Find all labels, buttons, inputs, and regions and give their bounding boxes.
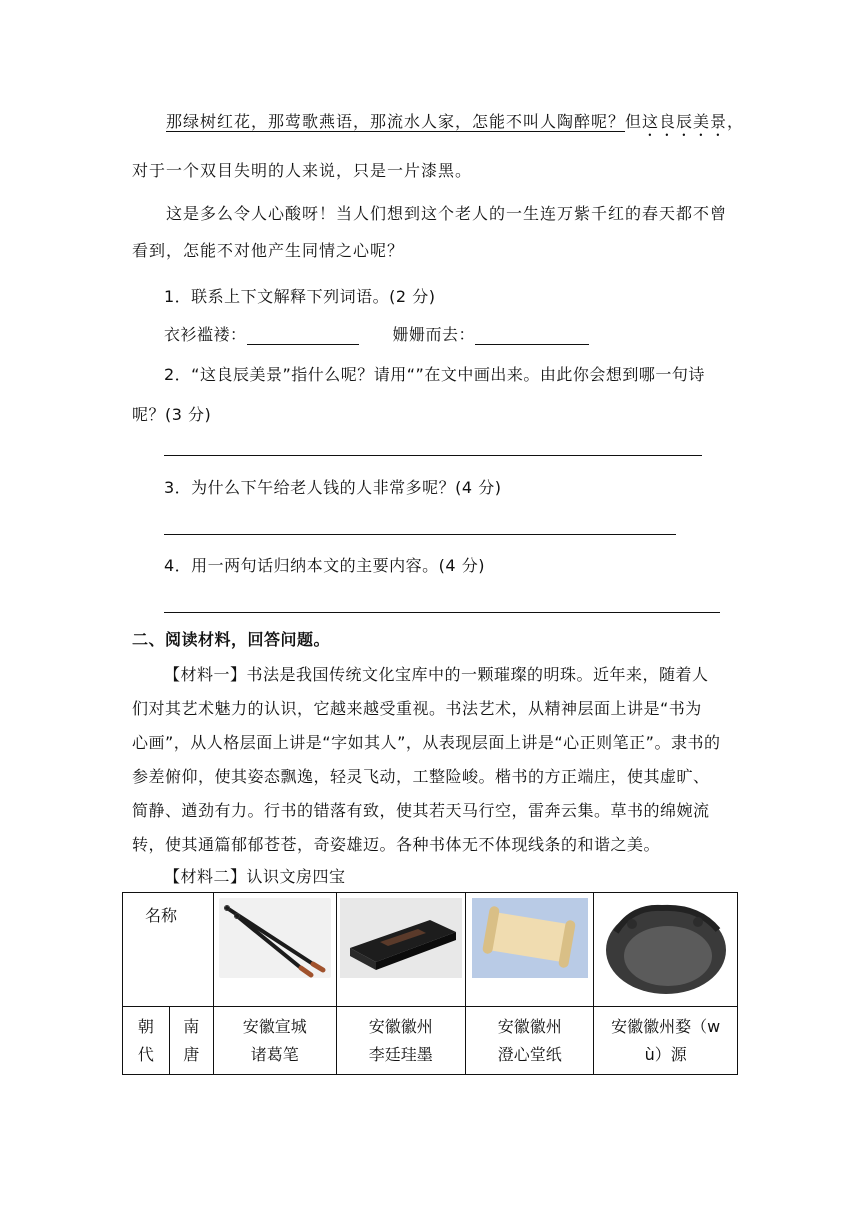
- text: ，: [727, 112, 745, 131]
- paper-scroll-icon: [472, 898, 588, 978]
- brush-icon: [219, 898, 331, 978]
- material-1-line-5: 简静、遒劲有力。行书的错落有致，使其若天马行空，雷奔云集。草书的绵婉流: [132, 801, 710, 820]
- paper-origin-cell: [466, 1007, 594, 1075]
- answer-line-4[interactable]: [164, 612, 720, 613]
- text: 但: [625, 112, 643, 131]
- header-label-cell: [123, 893, 214, 1007]
- row-label-b-1: 南: [183, 1017, 200, 1036]
- row-label-b-cell: [169, 1007, 213, 1075]
- answer-line-2[interactable]: [164, 455, 702, 456]
- question-1: 1．联系上下文解释下列词语。(2 分): [164, 287, 436, 306]
- passage-line-3: 这是多么令人心酸呀！当人们想到这个老人的一生连万紫千红的春天都不曾: [166, 204, 728, 223]
- material-1-line-4: 参差俯仰，使其姿态飘逸，轻灵飞动，工整险峻。楷书的方正端庄，使其虚旷、: [132, 767, 710, 786]
- answer-line-3[interactable]: [164, 534, 676, 535]
- row-label-a-cell: [123, 1007, 170, 1075]
- question-3: 3．为什么下午给老人钱的人非常多呢？(4 分): [164, 478, 502, 497]
- four-treasures-table: [122, 892, 738, 1075]
- brush-origin: 安徽宣城: [242, 1017, 307, 1036]
- passage-line-2: 对于一个双目失明的人来说，只是一片漆黑。: [132, 161, 473, 180]
- inkstone-origin: 安徽徽州婺（w: [611, 1017, 721, 1036]
- paper-origin: 安徽徽州: [497, 1017, 562, 1036]
- paper-name: 澄心堂纸: [497, 1045, 562, 1064]
- ink-origin-cell: [336, 1007, 465, 1075]
- material-1-line-1: 【材料一】书法是我国传统文化宝库中的一颗璀璨的明珠。近年来，随着人: [164, 665, 709, 684]
- answer-blank-1[interactable]: [247, 326, 359, 345]
- question-4: 4．用一两句话归纳本文的主要内容。(4 分): [164, 556, 485, 575]
- row-label-a-2: 代: [137, 1045, 154, 1064]
- section-2-title: 二、阅读材料，回答问题。: [132, 630, 331, 649]
- brush-image-cell: [213, 893, 336, 1007]
- ink-image-cell: [336, 893, 465, 1007]
- question-2-line-1: 2．“这良辰美景”指什么呢？请用“”在文中画出来。由此你会想到哪一句诗: [164, 365, 705, 384]
- material-2-title: 【材料二】认识文房四宝: [164, 867, 346, 886]
- question-2-line-2: 呢？(3 分): [132, 405, 212, 424]
- passage-line-1: [166, 112, 744, 140]
- ink-stick-icon: [340, 898, 462, 978]
- underlined-scenery: 那绿树红花，那莺歌燕语，那流水人家，怎能不叫人陶醉呢？: [166, 112, 626, 131]
- dotted-phrase: 这良辰美景: [642, 112, 728, 131]
- question-1-terms: [164, 325, 589, 345]
- ink-name: 李廷珪墨: [368, 1045, 433, 1064]
- passage-line-4: 看到，怎能不对他产生同情之心呢？: [132, 241, 405, 260]
- material-1-line-3: 心画”，从人格层面上讲是“字如其人”，从表现层面上讲是“心正则笔正”。隶书的: [132, 733, 721, 752]
- ink-origin: 安徽徽州: [368, 1017, 433, 1036]
- material-1-line-2: 们对其艺术魅力的认识，它越来越受重视。书法艺术，从精神层面上讲是“书为: [132, 699, 702, 718]
- answer-blank-2[interactable]: [475, 326, 589, 345]
- inkstone-name: ù）源: [644, 1045, 687, 1064]
- inkstone-image-cell: [594, 893, 738, 1007]
- term-2-label: 姗姗而去：: [392, 325, 476, 344]
- term-1-label: 衣衫褴褛：: [164, 325, 247, 344]
- paper-image-cell: [466, 893, 594, 1007]
- brush-name: 诸葛笔: [250, 1045, 299, 1064]
- inkstone-icon: [602, 898, 730, 998]
- brush-origin-cell: [213, 1007, 336, 1075]
- row-label-b-2: 唐: [183, 1045, 200, 1064]
- row-label-a-1: 朝: [137, 1017, 154, 1036]
- inkstone-origin-cell: [594, 1007, 738, 1075]
- header-label: 名称: [145, 906, 178, 925]
- material-1-line-6: 转，使其通篇郁郁苍苍，奇姿雄迈。各种书体无不体现线条的和谐之美。: [132, 835, 661, 854]
